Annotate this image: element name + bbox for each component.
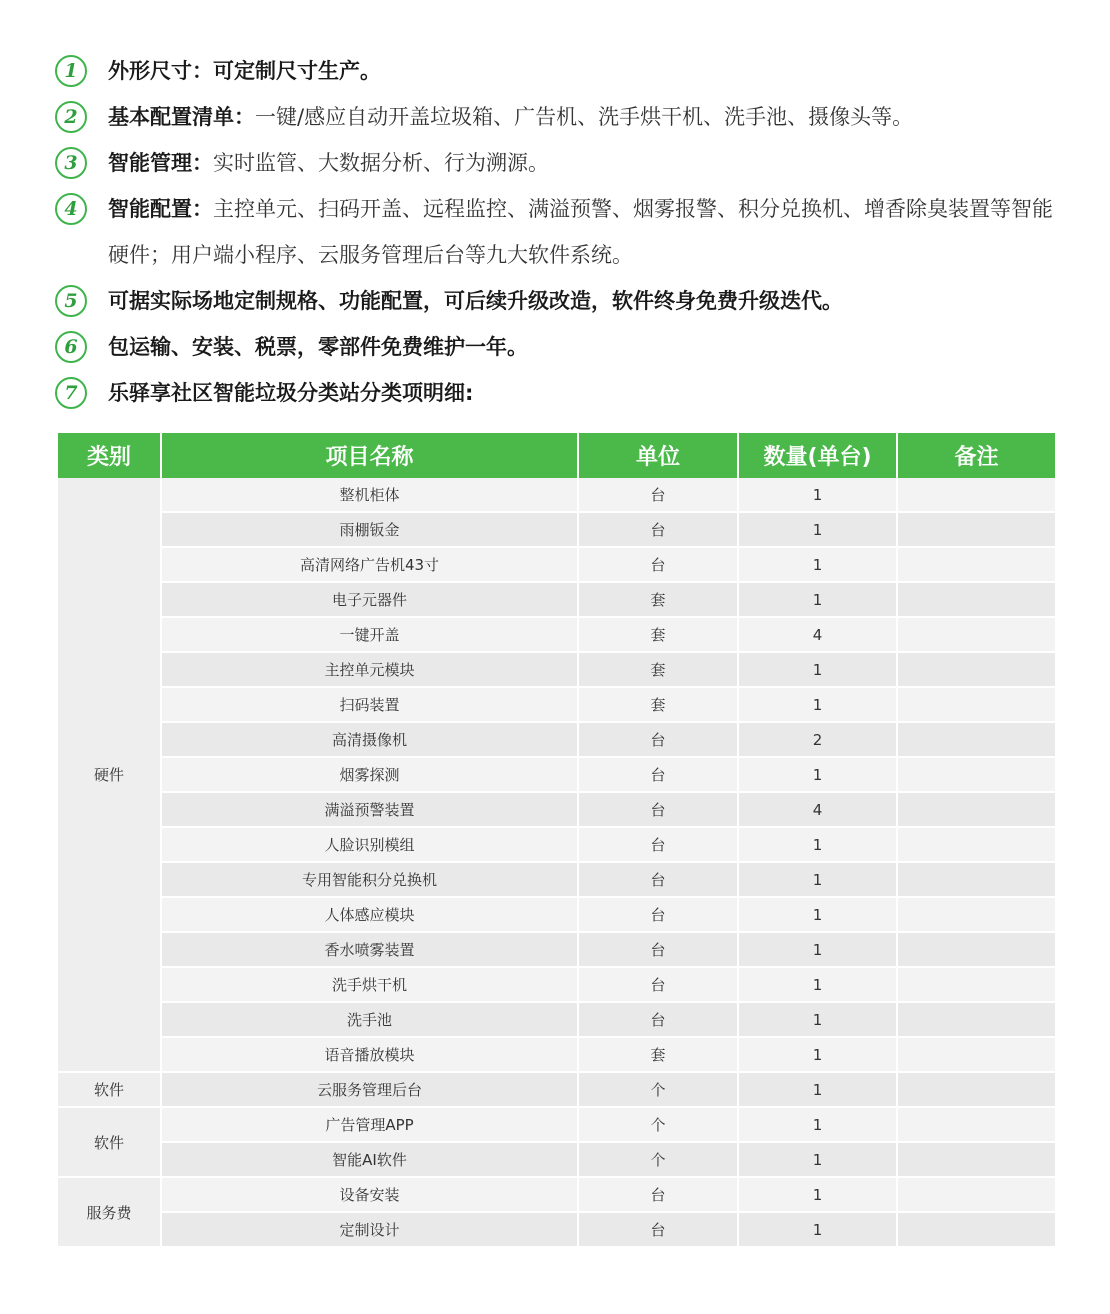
item-name-cell: 电子元器件 — [161, 582, 578, 617]
table-header-row — [58, 433, 1055, 478]
feature-text: 可定制尺寸生产。 — [213, 59, 381, 83]
number-badge-icon: 4 — [55, 193, 87, 225]
item-name-cell: 人体感应模块 — [161, 897, 578, 932]
quantity-cell: 1 — [738, 1037, 897, 1072]
remark-cell — [897, 757, 1055, 792]
quantity-cell: 1 — [738, 1002, 897, 1037]
remark-cell — [897, 512, 1055, 547]
unit-cell: 套 — [578, 582, 738, 617]
unit-cell: 台 — [578, 932, 738, 967]
unit-cell: 台 — [578, 512, 738, 547]
unit-cell: 套 — [578, 652, 738, 687]
feature-item — [55, 278, 1055, 324]
remark-cell — [897, 1037, 1055, 1072]
table-row — [58, 722, 1055, 757]
table-row — [58, 582, 1055, 617]
table-row — [58, 687, 1055, 722]
feature-text: 可据实际场地定制规格、功能配置，可后续升级改造，软件终身免费升级迭代。 — [108, 289, 843, 313]
remark-cell — [897, 582, 1055, 617]
quantity-cell: 1 — [738, 967, 897, 1002]
unit-cell: 台 — [578, 1002, 738, 1037]
remark-cell — [897, 1177, 1055, 1212]
remark-cell — [897, 722, 1055, 757]
quantity-cell: 1 — [738, 897, 897, 932]
feature-text: 主控单元、扫码开盖、远程监控、满溢预警、烟雾报警、积分兑换机、增香除臭装置等智能硬件；用户端小程序、云服务管理后台等九大软件系统。 — [108, 197, 1053, 267]
table-row — [58, 792, 1055, 827]
table-row — [58, 967, 1055, 1002]
remark-cell — [897, 1142, 1055, 1177]
item-name-cell: 洗手池 — [161, 1002, 578, 1037]
unit-cell: 台 — [578, 547, 738, 582]
quantity-cell: 4 — [738, 792, 897, 827]
table-row — [58, 897, 1055, 932]
item-name-cell: 香水喷雾装置 — [161, 932, 578, 967]
category-cell: 软件 — [58, 1072, 161, 1107]
table-row — [58, 652, 1055, 687]
item-name-cell: 一键开盖 — [161, 617, 578, 652]
table-row — [58, 1037, 1055, 1072]
remark-cell — [897, 1072, 1055, 1107]
table-row — [58, 617, 1055, 652]
feature-item — [55, 324, 1055, 370]
quantity-cell: 1 — [738, 582, 897, 617]
item-name-cell: 满溢预警装置 — [161, 792, 578, 827]
item-name-cell: 设备安装 — [161, 1177, 578, 1212]
column-header: 单位 — [578, 433, 738, 478]
table-body — [58, 478, 1055, 1247]
remark-cell — [897, 1107, 1055, 1142]
feature-heading: 基本配置清单： — [108, 105, 255, 129]
item-name-cell: 云服务管理后台 — [161, 1072, 578, 1107]
table-row — [58, 1212, 1055, 1247]
remark-cell — [897, 1002, 1055, 1037]
column-header: 数量(单台) — [738, 433, 897, 478]
remark-cell — [897, 478, 1055, 512]
item-name-cell: 高清网络广告机43寸 — [161, 547, 578, 582]
remark-cell — [897, 687, 1055, 722]
number-badge-icon: 2 — [55, 101, 87, 133]
category-cell: 软件 — [58, 1107, 161, 1177]
table-row — [58, 827, 1055, 862]
item-name-cell: 智能AI软件 — [161, 1142, 578, 1177]
quantity-cell: 1 — [738, 1072, 897, 1107]
unit-cell: 台 — [578, 862, 738, 897]
item-name-cell: 整机柜体 — [161, 478, 578, 512]
feature-item — [55, 94, 1055, 140]
column-header: 备注 — [897, 433, 1055, 478]
quantity-cell: 1 — [738, 1212, 897, 1247]
number-badge-icon: 6 — [55, 331, 87, 363]
table-row — [58, 932, 1055, 967]
remark-cell — [897, 1212, 1055, 1247]
quantity-cell: 1 — [738, 932, 897, 967]
category-cell: 硬件 — [58, 478, 161, 1072]
item-name-cell: 广告管理APP — [161, 1107, 578, 1142]
quantity-cell: 1 — [738, 1142, 897, 1177]
item-name-cell: 专用智能积分兑换机 — [161, 862, 578, 897]
unit-cell: 台 — [578, 478, 738, 512]
quantity-cell: 1 — [738, 687, 897, 722]
column-header: 类别 — [58, 433, 161, 478]
quantity-cell: 1 — [738, 827, 897, 862]
number-badge-icon: 7 — [55, 377, 87, 409]
unit-cell: 套 — [578, 687, 738, 722]
item-name-cell: 洗手烘干机 — [161, 967, 578, 1002]
item-name-cell: 高清摄像机 — [161, 722, 578, 757]
remark-cell — [897, 967, 1055, 1002]
quantity-cell: 2 — [738, 722, 897, 757]
remark-cell — [897, 652, 1055, 687]
number-badge-icon: 3 — [55, 147, 87, 179]
quantity-cell: 1 — [738, 547, 897, 582]
remark-cell — [897, 547, 1055, 582]
remark-cell — [897, 827, 1055, 862]
quantity-cell: 1 — [738, 478, 897, 512]
unit-cell: 个 — [578, 1142, 738, 1177]
quantity-cell: 1 — [738, 512, 897, 547]
item-detail-table — [58, 433, 1055, 1248]
table-row — [58, 478, 1055, 512]
table-row — [58, 757, 1055, 792]
table-row — [58, 1177, 1055, 1212]
unit-cell: 台 — [578, 757, 738, 792]
quantity-cell: 4 — [738, 617, 897, 652]
unit-cell: 台 — [578, 967, 738, 1002]
table-row — [58, 1142, 1055, 1177]
feature-text: 一键/感应自动开盖垃圾箱、广告机、洗手烘干机、洗手池、摄像头等。 — [255, 105, 914, 129]
item-name-cell: 扫码装置 — [161, 687, 578, 722]
item-name-cell: 烟雾探测 — [161, 757, 578, 792]
table-row — [58, 512, 1055, 547]
item-name-cell: 雨棚钣金 — [161, 512, 578, 547]
item-name-cell: 语音播放模块 — [161, 1037, 578, 1072]
remark-cell — [897, 932, 1055, 967]
remark-cell — [897, 792, 1055, 827]
feature-heading: 智能管理： — [108, 151, 213, 175]
table-row — [58, 862, 1055, 897]
unit-cell: 个 — [578, 1107, 738, 1142]
unit-cell: 台 — [578, 722, 738, 757]
table-row — [58, 1072, 1055, 1107]
feature-item — [55, 186, 1055, 278]
feature-heading: 智能配置： — [108, 197, 213, 221]
feature-item — [55, 48, 1055, 94]
remark-cell — [897, 862, 1055, 897]
unit-cell: 套 — [578, 1037, 738, 1072]
quantity-cell: 1 — [738, 1177, 897, 1212]
feature-item — [55, 140, 1055, 186]
unit-cell: 台 — [578, 792, 738, 827]
feature-text: 包运输、安装、税票，零部件免费维护一年。 — [108, 335, 528, 359]
feature-list — [55, 48, 1055, 416]
feature-text: 乐驿享社区智能垃圾分类站分类项明细: — [108, 381, 474, 405]
table-row — [58, 1107, 1055, 1142]
item-name-cell: 定制设计 — [161, 1212, 578, 1247]
quantity-cell: 1 — [738, 862, 897, 897]
quantity-cell: 1 — [738, 757, 897, 792]
unit-cell: 台 — [578, 897, 738, 932]
column-header: 项目名称 — [161, 433, 578, 478]
feature-heading: 外形尺寸： — [108, 59, 213, 83]
quantity-cell: 1 — [738, 1107, 897, 1142]
table-row — [58, 547, 1055, 582]
table-row — [58, 1002, 1055, 1037]
number-badge-icon: 1 — [55, 55, 87, 87]
unit-cell: 个 — [578, 1072, 738, 1107]
number-badge-icon: 5 — [55, 285, 87, 317]
unit-cell: 台 — [578, 1177, 738, 1212]
remark-cell — [897, 617, 1055, 652]
item-name-cell: 人脸识别模组 — [161, 827, 578, 862]
unit-cell: 台 — [578, 1212, 738, 1247]
item-name-cell: 主控单元模块 — [161, 652, 578, 687]
quantity-cell: 1 — [738, 652, 897, 687]
unit-cell: 台 — [578, 827, 738, 862]
remark-cell — [897, 897, 1055, 932]
feature-item — [55, 370, 1055, 416]
feature-text: 实时监管、大数据分析、行为溯源。 — [213, 151, 549, 175]
category-cell: 服务费 — [58, 1177, 161, 1247]
unit-cell: 套 — [578, 617, 738, 652]
